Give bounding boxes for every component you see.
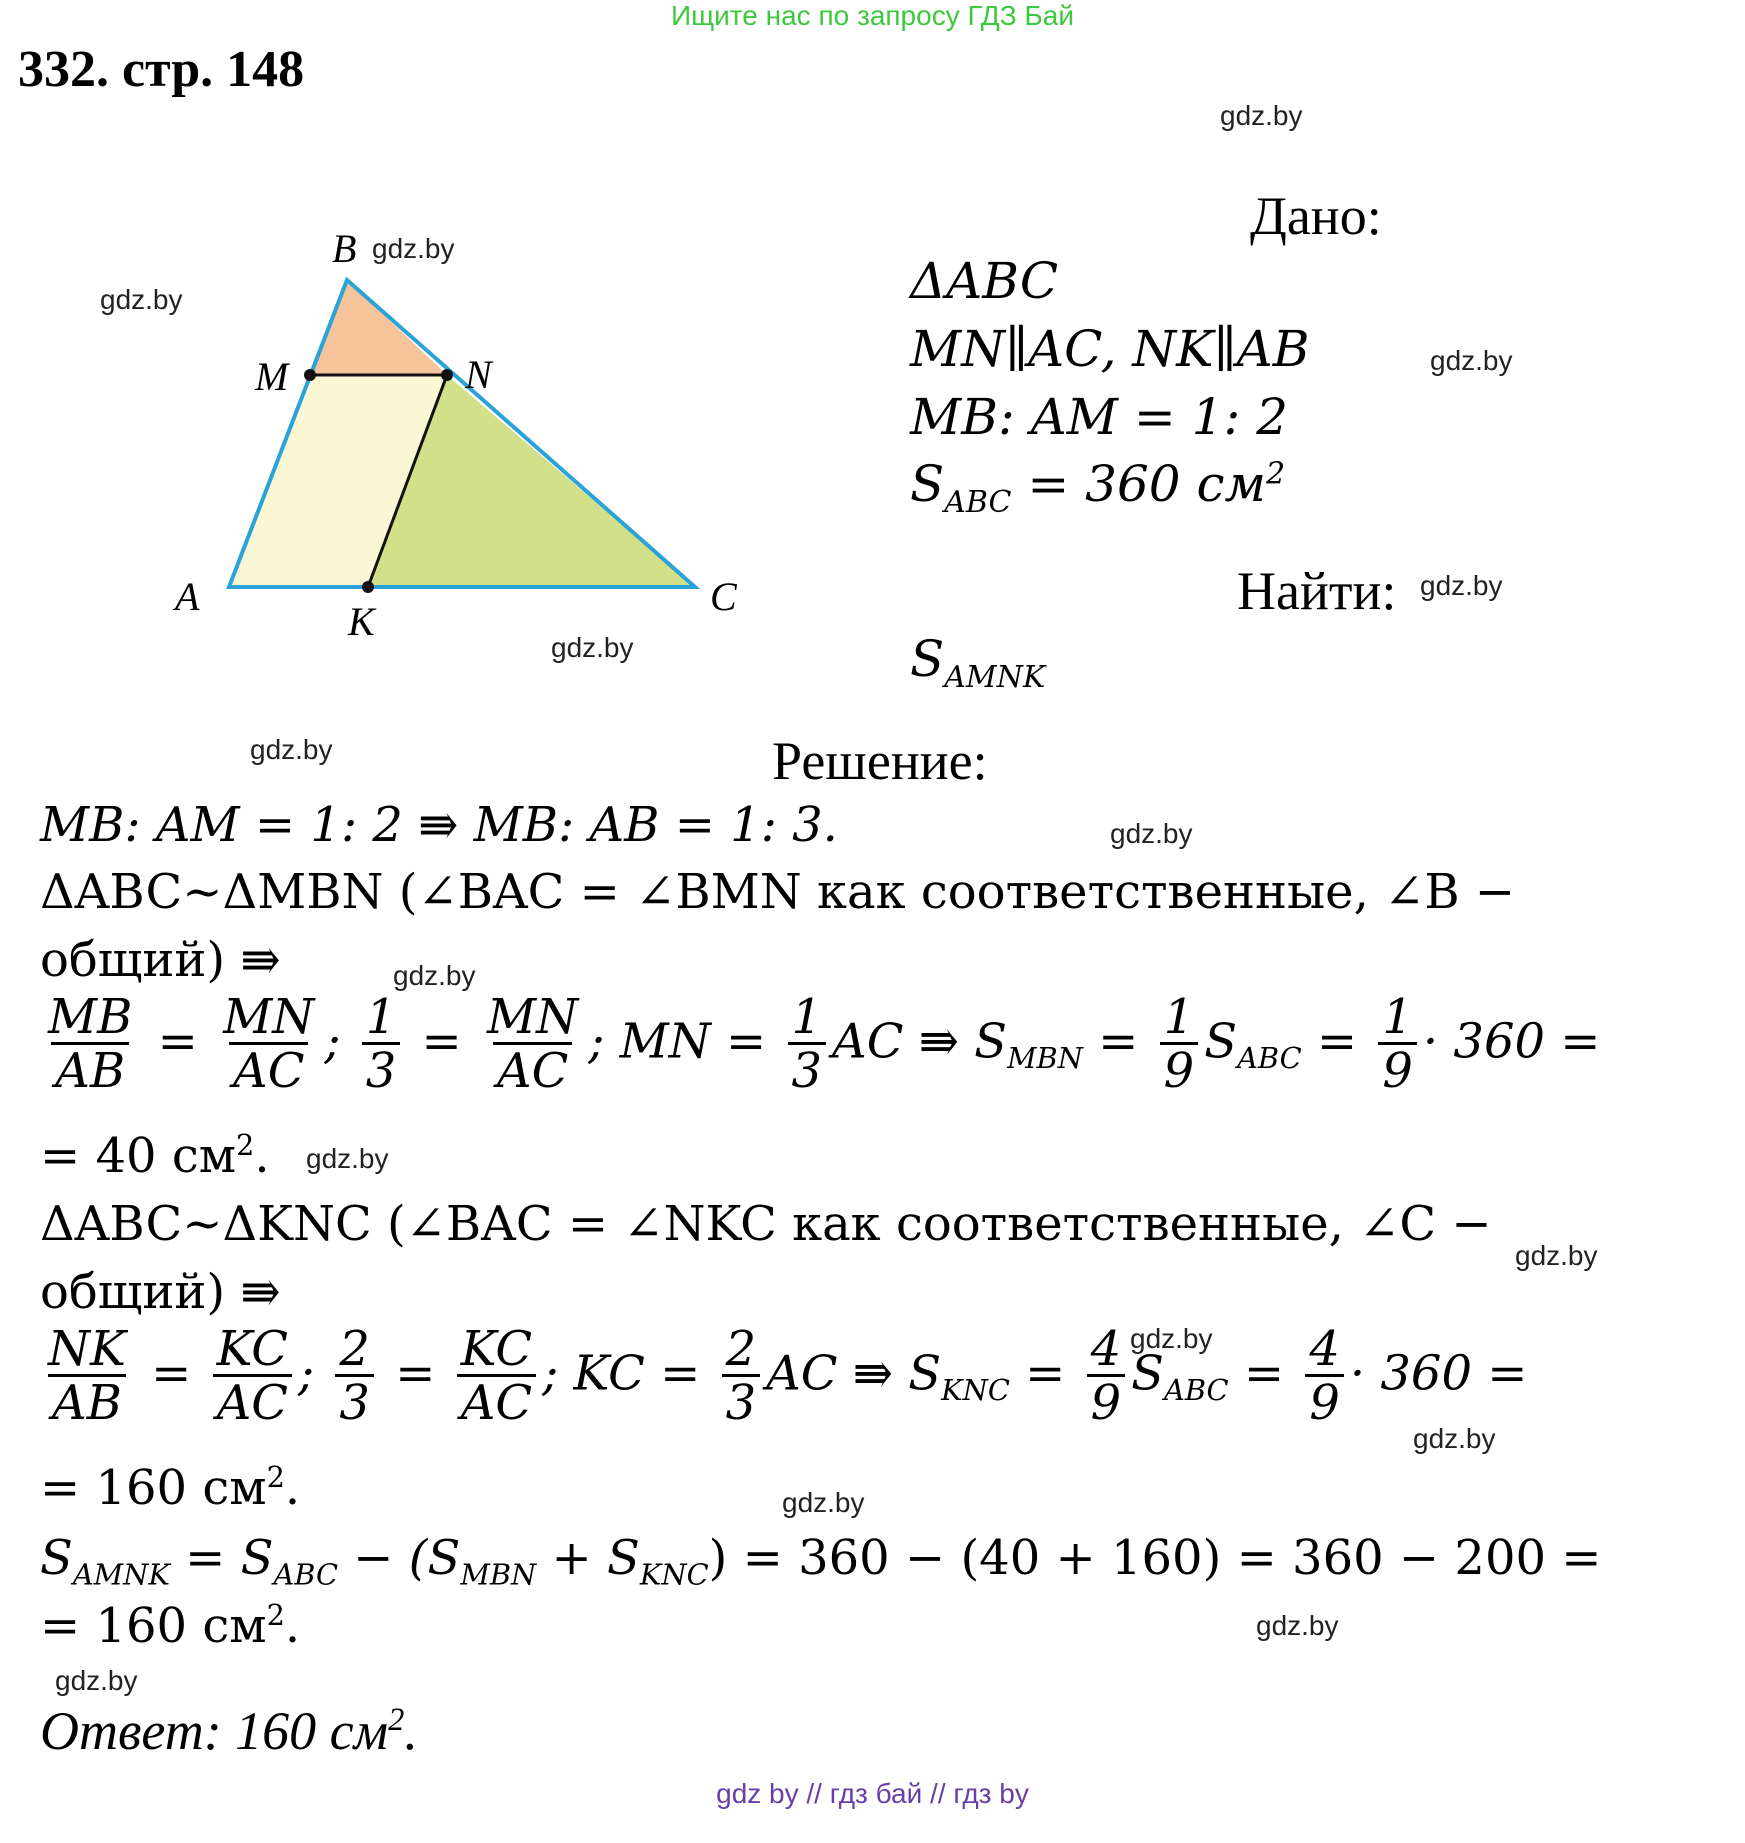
solution-line-8: $S_{AMNK} = S_{ABC} - (S_{MBN} + S_{KNC}) = 360 - (40 + 160) = 360 - 200$ =: [40, 1530, 1602, 1592]
watermark: gdz.by: [1130, 1323, 1213, 1354]
watermark: gdz.by: [250, 734, 333, 765]
solution-line-4: = 40 $см^2$.: [40, 1128, 270, 1184]
solution-line-9: = 160 $см^2$.: [40, 1598, 301, 1654]
watermark: gdz.by: [393, 960, 476, 991]
watermark: gdz.by: [1420, 570, 1503, 601]
watermark: gdz.by: [1110, 818, 1193, 849]
given-line-4: $S_{ABC} = 360$ $см^2$: [910, 455, 1286, 520]
solution-line-7: = 160 $см^2$.: [40, 1460, 301, 1516]
watermark: gdz.by: [100, 284, 183, 315]
point-m: [304, 369, 316, 381]
watermark: gdz.by: [782, 1487, 865, 1518]
watermark: gdz.by: [1220, 100, 1303, 131]
point-k: [362, 581, 374, 593]
given-line-1: ΔABC: [910, 252, 1059, 310]
vertex-label-m: M: [255, 354, 289, 399]
solution-line-6: общий) ⇛: [40, 1264, 281, 1320]
vertex-label-c: C: [710, 574, 737, 619]
find-line: $S_{AMNK}$: [910, 630, 1046, 695]
watermark: gdz.by: [1430, 345, 1513, 376]
vertex-label-b: B: [332, 226, 357, 271]
solution-title: Решение:: [772, 731, 988, 791]
solution-line-2: ΔABC~ΔMBN (∠BAC = ∠BMN как соответственные, ∠B −: [40, 864, 1516, 920]
top-banner[interactable]: Ищите нас по запросу ГДЗ Бай: [670, 0, 1075, 31]
solution-line-3: общий) ⇛: [40, 932, 281, 988]
given-title: Дано:: [1250, 186, 1382, 246]
vertex-label-a: A: [175, 574, 200, 619]
solution-line-1: MB: AM = 1: 2 ⇛ MB: AB = 1: 3.: [40, 797, 838, 853]
given-line-3: MB: AM = 1: 2: [910, 388, 1289, 446]
watermark: gdz.by: [372, 233, 455, 264]
watermark: gdz.by: [1413, 1423, 1496, 1454]
formula-line-2: $\frac{NK}{AB}$ = $\frac{KC}{AC}$ ; $\frac{2}{3}$ = $\frac{KC}{AC}$ ; KC = $\frac{2}{3}$ AC ⇛ $S_{KNC}$ = $\frac{4}{9}$ $S_{ABC}$ = $\frac{4}{9}$ · 360 =: [48, 1321, 1528, 1432]
point-n: [441, 369, 453, 381]
vertex-label-n: N: [465, 352, 492, 397]
vertex-label-k: K: [348, 599, 375, 644]
triangle-figure: [150, 220, 770, 650]
watermark: gdz.by: [306, 1143, 389, 1174]
watermark: gdz.by: [1256, 1610, 1339, 1641]
given-line-2: MN∥AC, NK∥AB: [910, 320, 1310, 378]
find-title: Найти:: [1237, 561, 1397, 621]
footer-links[interactable]: gdz by // гдз бай // гдз by: [716, 1778, 1029, 1809]
answer-line: Ответ: 160 $см^2$.: [40, 1701, 418, 1761]
solution-line-5: ΔABC~ΔKNC (∠BAC = ∠NKC как соответственные, ∠C −: [40, 1196, 1492, 1252]
exercise-heading: 332. стр. 148: [18, 41, 305, 98]
watermark: gdz.by: [55, 1665, 138, 1696]
watermark: gdz.by: [1515, 1240, 1598, 1271]
watermark: gdz.by: [551, 632, 634, 663]
formula-line-1: $\frac{MB}{AB}$ = $\frac{MN}{AC}$ ; $\frac{1}{3}$ = $\frac{MN}{AC}$ ; MN = $\frac{1}{3}$ AC ⇛ $S_{MBN}$ = $\frac{1}{9}$ $S_{ABC}$ = $\frac{1}{9}$ · 360 =: [48, 989, 1601, 1100]
